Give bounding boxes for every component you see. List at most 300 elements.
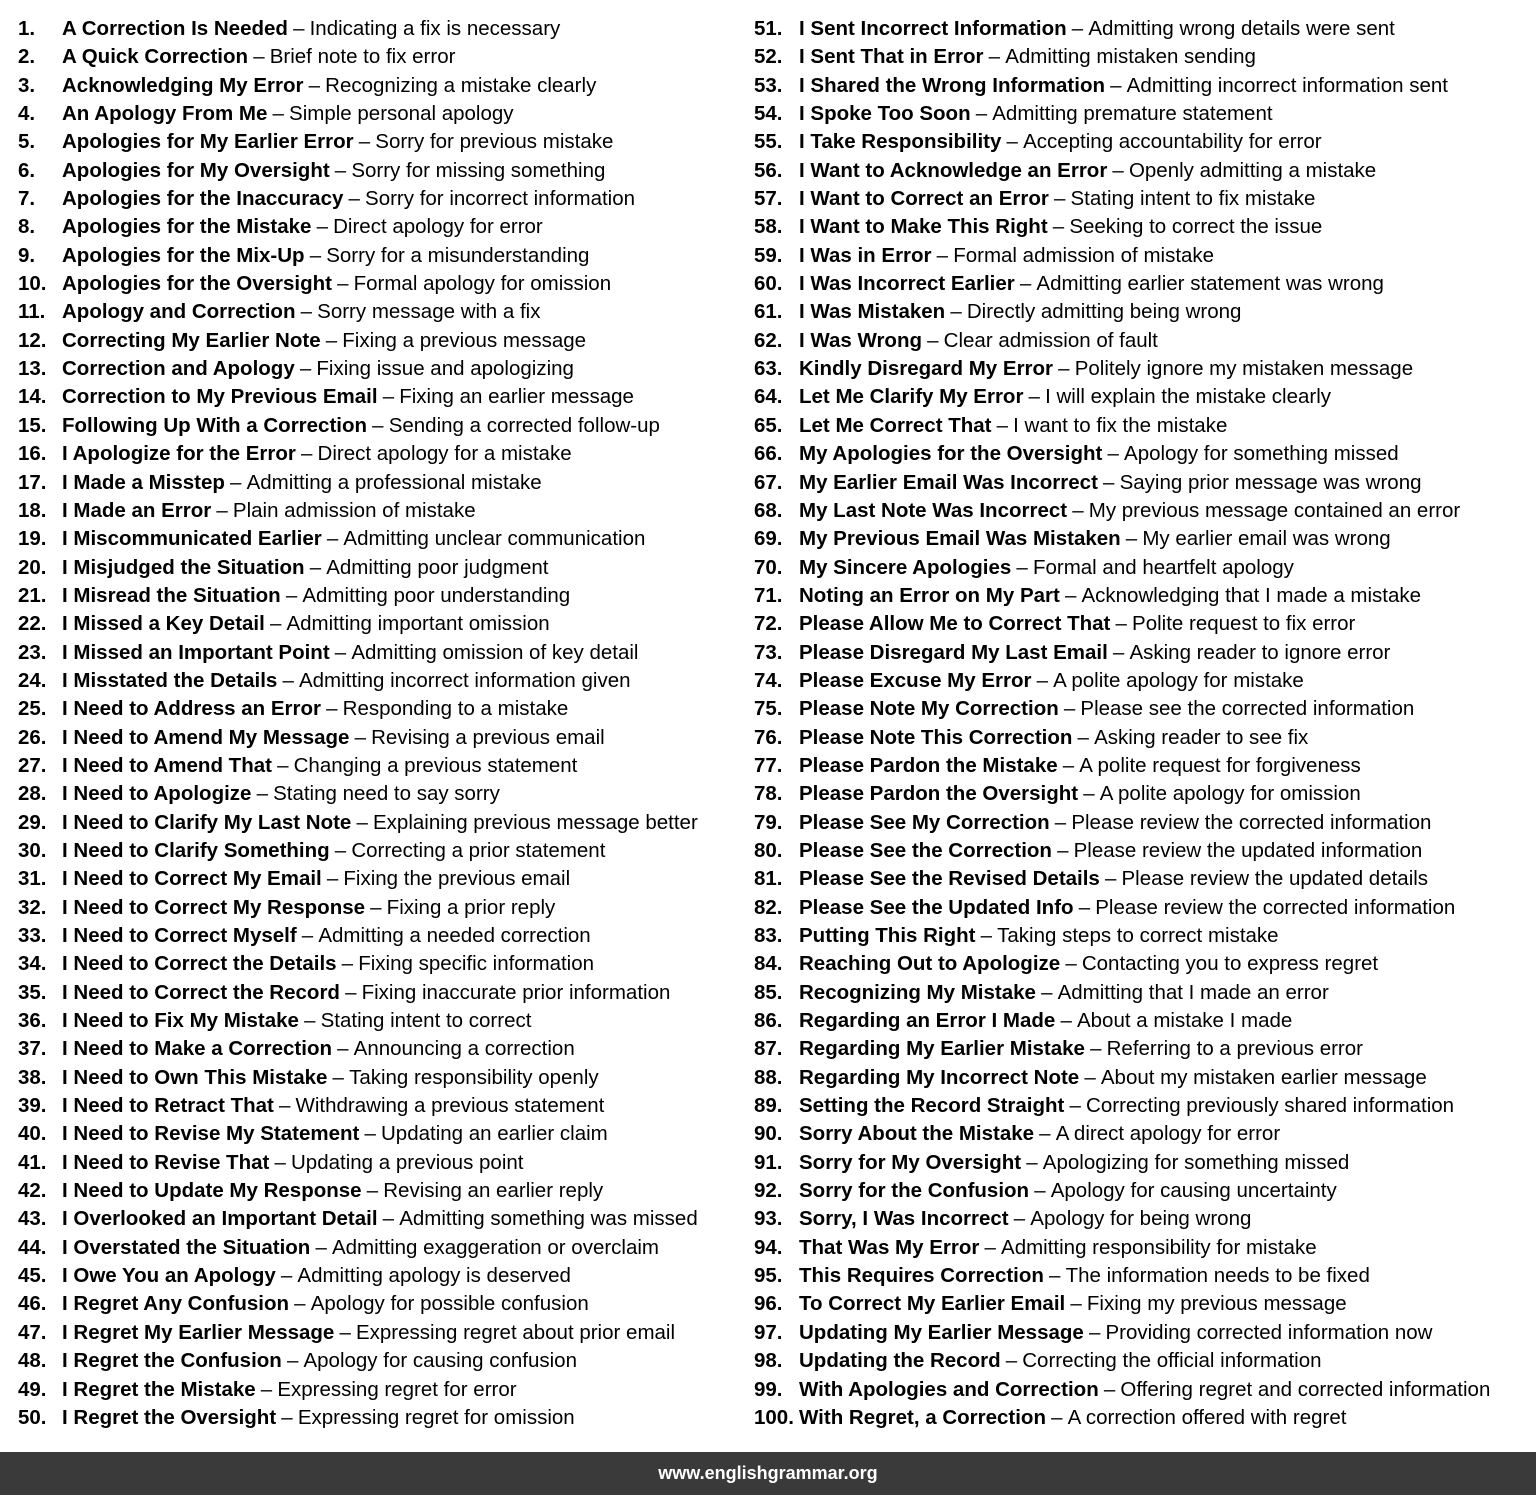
item-description: Responding to a mistake [342, 697, 569, 721]
item-separator: – [339, 1320, 351, 1344]
list-item [18, 298, 738, 326]
item-number: 78. [754, 782, 783, 806]
item-number: 85. [754, 980, 783, 1004]
item-separator: – [315, 1235, 327, 1259]
item-separator: – [334, 640, 347, 664]
list-item [754, 610, 1534, 638]
item-number: 45. [18, 1264, 47, 1288]
item-description: Admitting premature statement [992, 102, 1273, 126]
item-description: Admitting important omission [286, 612, 550, 636]
item-description: Direct apology for error [333, 215, 543, 239]
item-phrase: Following Up With a Correction [62, 413, 368, 437]
item-separator: – [300, 300, 313, 324]
item-number: 83. [754, 924, 783, 947]
item-phrase: My Sincere Apologies [799, 555, 1012, 579]
item-separator: – [279, 1094, 291, 1118]
item-number: 49. [18, 1377, 47, 1401]
list-item [18, 667, 738, 695]
item-separator: – [358, 130, 371, 154]
item-number: 18. [18, 498, 47, 522]
item-separator: – [345, 980, 357, 1004]
item-number: 27. [18, 753, 47, 777]
item-number: 98. [754, 1349, 783, 1373]
item-separator: – [326, 697, 338, 721]
item-number: 17. [18, 470, 47, 494]
list-item [754, 1347, 1534, 1375]
item-description: Admitting omission of key detail [351, 640, 639, 664]
item-phrase: I Was Incorrect Earlier [799, 272, 1015, 296]
list-item [754, 667, 1534, 695]
item-separator: – [334, 838, 347, 862]
list-item [18, 639, 738, 667]
item-number: 44. [18, 1235, 47, 1259]
list-item [754, 1319, 1534, 1347]
footer-site-url: www.englishgrammar.org [658, 1463, 878, 1483]
list-item [754, 1290, 1534, 1318]
list-item [754, 582, 1534, 610]
item-number: 29. [18, 810, 47, 834]
list-item [18, 15, 738, 43]
item-number: 89. [754, 1094, 783, 1118]
item-number: 69. [754, 527, 783, 551]
item-number: 53. [754, 73, 783, 97]
list-item [18, 1007, 738, 1035]
item-number: 11. [18, 300, 46, 324]
item-number: 8. [18, 215, 36, 239]
list-item [754, 270, 1534, 298]
list-item [18, 355, 738, 383]
list-item [754, 213, 1534, 241]
item-separator: – [936, 243, 949, 267]
item-phrase: I Take Responsibility [799, 130, 1002, 154]
list-item [754, 1205, 1534, 1233]
item-phrase: I Need to Make a Correction [62, 1037, 332, 1061]
item-separator: – [1006, 130, 1018, 154]
item-separator: – [975, 102, 988, 126]
item-description: Sorry for a misunderstanding [326, 243, 590, 267]
item-separator: – [1019, 272, 1032, 296]
list-item [754, 383, 1534, 411]
item-phrase: I Need to Own This Mistake [62, 1065, 328, 1089]
item-number: 59. [754, 243, 783, 267]
item-description: Admitting mistaken sending [1005, 45, 1256, 69]
item-separator: – [1026, 1150, 1038, 1174]
item-number: 35. [18, 980, 47, 1004]
item-phrase: I Missed a Key Detail [62, 612, 265, 636]
list-item [754, 1120, 1534, 1148]
item-number: 7. [18, 187, 36, 211]
item-description: Asking reader to see fix [1094, 725, 1309, 749]
item-phrase: Please See the Updated Info [799, 895, 1074, 919]
item-separator: – [277, 753, 289, 777]
item-number: 58. [754, 215, 783, 239]
item-description: Apology for causing uncertainty [1050, 1179, 1337, 1203]
item-separator: – [299, 357, 312, 381]
item-separator: – [1005, 1349, 1018, 1373]
item-separator: – [1053, 187, 1066, 211]
list-item [754, 639, 1534, 667]
item-phrase: I Need to Correct My Response [62, 895, 366, 919]
item-description: Updating a previous point [291, 1150, 524, 1174]
item-number: 1. [18, 17, 36, 40]
item-separator: – [1052, 215, 1065, 239]
list-item [18, 270, 738, 298]
item-description: Recognizing a mistake clearly [325, 73, 597, 97]
item-phrase: Please Note This Correction [799, 725, 1073, 749]
item-phrase: I Need to Clarify My Last Note [62, 810, 352, 834]
list-item [754, 1376, 1534, 1404]
item-description: Apology for something missed [1124, 442, 1399, 466]
item-separator: – [366, 1179, 379, 1203]
item-separator: – [1058, 357, 1070, 381]
item-number: 15. [18, 413, 47, 437]
item-phrase: I Overstated the Situation [62, 1235, 311, 1259]
item-separator: – [337, 272, 349, 296]
item-description: Taking responsibility openly [349, 1065, 599, 1089]
item-number: 46. [18, 1292, 47, 1316]
item-number: 5. [18, 130, 36, 154]
item-separator: – [1104, 867, 1117, 891]
list-item [754, 497, 1534, 525]
item-phrase: Recognizing My Mistake [799, 980, 1036, 1004]
list-item [18, 1404, 738, 1432]
item-phrase: Kindly Disregard My Error [799, 357, 1054, 381]
item-number: 65. [754, 413, 783, 437]
item-separator: – [253, 45, 265, 69]
list-item [754, 1404, 1534, 1432]
item-separator: – [1112, 640, 1125, 664]
item-phrase: I Need to Amend My Message [62, 725, 350, 749]
item-description: A direct apology for error [1055, 1122, 1281, 1146]
item-description: Fixing the previous email [343, 867, 571, 891]
list-item [754, 43, 1534, 71]
item-description: A polite apology for omission [1099, 782, 1361, 806]
list-item [754, 865, 1534, 893]
item-phrase: That Was My Error [799, 1235, 980, 1259]
item-separator: – [1125, 527, 1138, 551]
item-number: 93. [754, 1207, 783, 1231]
list-item [754, 1035, 1534, 1063]
item-description: Expressing regret for error [277, 1377, 517, 1401]
item-description: Sorry for incorrect information [365, 187, 636, 211]
item-phrase: Apologies for the Mix-Up [62, 243, 305, 267]
list-item [18, 1120, 738, 1148]
item-number: 28. [18, 782, 47, 806]
item-separator: – [1013, 1207, 1026, 1231]
item-number: 50. [18, 1405, 47, 1429]
item-phrase: I Shared the Wrong Information [799, 73, 1105, 97]
item-number: 66. [754, 442, 783, 466]
item-number: 10. [18, 272, 47, 296]
item-description: Stating need to say sorry [273, 782, 500, 806]
item-phrase: I Need to Update My Response [62, 1179, 362, 1203]
item-phrase: Reaching Out to Apologize [799, 952, 1061, 976]
item-number: 38. [18, 1065, 47, 1089]
item-description: My earlier email was wrong [1142, 527, 1391, 551]
item-separator: – [285, 583, 298, 607]
item-phrase: Please Pardon the Oversight [799, 782, 1079, 806]
list-item [18, 780, 738, 808]
list-item [18, 1319, 738, 1347]
list-item [754, 950, 1534, 978]
item-description: A correction offered with regret [1067, 1405, 1347, 1429]
item-description: Acknowledging that I made a mistake [1081, 583, 1422, 607]
list-item [18, 554, 738, 582]
item-description: Sorry message with a fix [317, 300, 541, 324]
item-number: 92. [754, 1179, 783, 1203]
item-number: 68. [754, 498, 783, 522]
item-description: Plain admission of mistake [232, 498, 476, 522]
list-item [754, 440, 1534, 468]
list-item [754, 242, 1534, 270]
item-description: Admitting earlier statement was wrong [1036, 272, 1384, 296]
list-item [18, 1035, 738, 1063]
item-phrase: I Need to Amend That [62, 753, 272, 777]
item-separator: – [1103, 470, 1115, 494]
item-description: Contacting you to express regret [1081, 952, 1379, 976]
item-description: Indicating a fix is necessary [309, 17, 561, 40]
item-separator: – [1016, 555, 1028, 579]
item-separator: – [316, 215, 328, 239]
item-phrase: I Regret the Confusion [62, 1349, 282, 1373]
item-number: 42. [18, 1179, 47, 1203]
item-description: Admitting unclear communication [343, 527, 646, 551]
phrase-list-right-column [754, 15, 1534, 1432]
item-number: 70. [754, 555, 783, 579]
item-description: Admitting a professional mistake [246, 470, 542, 494]
item-description: Fixing issue and apologizing [316, 357, 574, 381]
item-phrase: I Was Mistaken [799, 300, 946, 324]
item-number: 81. [754, 867, 783, 891]
item-description: Polite request to fix error [1132, 612, 1356, 636]
item-phrase: Please Excuse My Error [799, 668, 1032, 692]
list-item [754, 1262, 1534, 1290]
item-separator: – [988, 45, 1001, 69]
item-number: 30. [18, 838, 47, 862]
item-description: Fixing a prior reply [386, 895, 556, 919]
item-description: Stating intent to correct [320, 1009, 532, 1033]
item-number: 13. [18, 357, 47, 381]
item-phrase: Noting an Error on My Part [799, 583, 1060, 607]
item-description: Admitting incorrect information sent [1126, 73, 1448, 97]
item-separator: – [1110, 73, 1122, 97]
item-phrase: Putting This Right [799, 924, 976, 947]
item-phrase: Acknowledging My Error [62, 73, 304, 97]
list-item [18, 412, 738, 440]
list-item [18, 1177, 738, 1205]
item-number: 20. [18, 555, 47, 579]
item-separator: – [1103, 1377, 1116, 1401]
list-item [18, 1092, 738, 1120]
item-number: 73. [754, 640, 783, 664]
item-separator: – [300, 442, 313, 466]
item-description: Admitting poor judgment [326, 555, 549, 579]
item-description: The information needs to be fixed [1065, 1264, 1370, 1288]
item-description: Sorry for previous mistake [375, 130, 614, 154]
item-description: Announcing a correction [353, 1037, 575, 1061]
item-number: 24. [18, 668, 47, 692]
item-phrase: I Need to Correct Myself [62, 924, 297, 947]
item-phrase: I Want to Correct an Error [799, 187, 1049, 211]
item-number: 36. [18, 1009, 47, 1033]
item-separator: – [984, 1235, 996, 1259]
item-number: 12. [18, 328, 47, 352]
item-number: 87. [754, 1037, 783, 1061]
item-description: Correcting previously shared information [1086, 1094, 1455, 1118]
list-item [754, 837, 1534, 865]
item-description: Fixing a previous message [342, 328, 587, 352]
item-number: 14. [18, 385, 47, 409]
item-number: 52. [754, 45, 783, 69]
item-description: Taking steps to correct mistake [997, 924, 1279, 947]
item-phrase: Please Allow Me to Correct That [799, 612, 1111, 636]
item-description: Openly admitting a mistake [1128, 158, 1377, 182]
item-description: Saying prior message was wrong [1119, 470, 1422, 494]
item-separator: – [1071, 17, 1084, 40]
item-number: 16. [18, 442, 47, 466]
list-item [754, 1149, 1534, 1177]
item-separator: – [337, 1037, 349, 1061]
list-item [18, 383, 738, 411]
item-phrase: I Apologize for the Error [62, 442, 296, 466]
item-separator: – [1088, 1320, 1101, 1344]
item-separator: – [332, 1065, 344, 1089]
item-phrase: I Need to Clarify Something [62, 838, 330, 862]
list-item [754, 1092, 1534, 1120]
item-separator: – [996, 413, 1009, 437]
item-description: About a mistake I made [1076, 1009, 1293, 1033]
item-description: Apology for causing confusion [303, 1349, 577, 1373]
item-separator: – [301, 924, 314, 947]
item-number: 72. [754, 612, 783, 636]
item-description: I want to fix the mistake [1013, 413, 1228, 437]
item-separator: – [293, 17, 305, 40]
item-separator: – [348, 187, 360, 211]
item-description: Admitting a needed correction [318, 924, 591, 947]
item-separator: – [1077, 725, 1089, 749]
item-separator: – [1054, 810, 1067, 834]
list-item [18, 837, 738, 865]
item-phrase: With Regret, a Correction [799, 1405, 1046, 1429]
item-separator: – [309, 555, 322, 579]
item-description: Formal admission of mistake [953, 243, 1215, 267]
item-phrase: I Misjudged the Situation [62, 555, 305, 579]
item-description: Please review the corrected information [1095, 895, 1456, 919]
phrase-list-left-column [18, 15, 738, 1432]
item-separator: – [1057, 838, 1069, 862]
item-phrase: Apologies for the Oversight [62, 272, 332, 296]
list-item [754, 412, 1534, 440]
item-phrase: I Need to Correct the Details [62, 952, 337, 976]
list-item [18, 497, 738, 525]
item-number: 33. [18, 924, 47, 947]
item-number: 82. [754, 895, 783, 919]
item-description: Explaining previous message better [373, 810, 698, 834]
item-description: Formal apology for omission [353, 272, 612, 296]
list-item [18, 610, 738, 638]
item-separator: – [927, 328, 939, 352]
item-phrase: Apologies for the Inaccuracy [62, 187, 344, 211]
list-item [754, 695, 1534, 723]
item-separator: – [1107, 442, 1119, 466]
list-item [754, 15, 1534, 43]
list-item [754, 554, 1534, 582]
item-number: 76. [754, 725, 783, 749]
list-item [18, 1064, 738, 1092]
list-item [754, 724, 1534, 752]
item-phrase: I Regret the Oversight [62, 1405, 277, 1429]
list-item [754, 469, 1534, 497]
list-item [18, 582, 738, 610]
list-item [18, 950, 738, 978]
item-description: Accepting accountability for error [1023, 130, 1322, 154]
item-phrase: To Correct My Earlier Email [799, 1292, 1066, 1316]
item-separator: – [1063, 697, 1076, 721]
item-phrase: I Need to Correct My Email [62, 867, 322, 891]
item-number: 100. [754, 1405, 794, 1429]
item-number: 88. [754, 1065, 783, 1089]
item-number: 21. [18, 583, 47, 607]
list-item [18, 1234, 738, 1262]
item-separator: – [274, 1150, 286, 1174]
item-description: Admitting exaggeration or overclaim [331, 1235, 660, 1259]
item-phrase: Please Pardon the Mistake [799, 753, 1058, 777]
item-separator: – [294, 1292, 306, 1316]
item-number: 40. [18, 1122, 47, 1146]
item-number: 96. [754, 1292, 783, 1316]
item-phrase: Sorry for the Confusion [799, 1179, 1030, 1203]
item-description: Apologizing for something missed [1042, 1150, 1350, 1174]
item-phrase: Apologies for My Oversight [62, 158, 330, 182]
list-item [18, 72, 738, 100]
item-phrase: Updating the Record [799, 1349, 1001, 1373]
item-separator: – [326, 527, 339, 551]
item-separator: – [1115, 612, 1127, 636]
list-item [754, 298, 1534, 326]
item-number: 2. [18, 45, 36, 69]
item-phrase: I Need to Fix My Mistake [62, 1009, 299, 1033]
item-description: Revising an earlier reply [383, 1179, 604, 1203]
item-phrase: I Regret the Mistake [62, 1377, 256, 1401]
item-number: 84. [754, 952, 783, 976]
item-phrase: I Regret My Earlier Message [62, 1320, 335, 1344]
list-item [754, 979, 1534, 1007]
item-phrase: I Owe You an Apology [62, 1264, 276, 1288]
list-item [18, 128, 738, 156]
item-number: 37. [18, 1037, 47, 1061]
list-item [754, 894, 1534, 922]
item-number: 77. [754, 753, 783, 777]
item-separator: – [1112, 158, 1124, 182]
item-separator: – [1034, 1179, 1046, 1203]
list-item [754, 809, 1534, 837]
item-number: 4. [18, 102, 36, 126]
item-number: 3. [18, 73, 36, 97]
item-description: My previous message contained an error [1088, 498, 1461, 522]
item-separator: – [1070, 1292, 1082, 1316]
item-description: Simple personal apology [289, 102, 514, 126]
item-separator: – [372, 413, 384, 437]
item-number: 9. [18, 243, 36, 267]
item-separator: – [1090, 1037, 1102, 1061]
item-phrase: Apologies for the Mistake [62, 215, 312, 239]
item-phrase: I Regret Any Confusion [62, 1292, 290, 1316]
item-phrase: With Apologies and Correction [799, 1377, 1099, 1401]
item-phrase: Sorry for My Oversight [799, 1150, 1022, 1174]
item-phrase: Sorry, I Was Incorrect [799, 1207, 1009, 1231]
item-phrase: I Want to Make This Right [799, 215, 1048, 239]
item-description: Brief note to fix error [269, 45, 456, 69]
